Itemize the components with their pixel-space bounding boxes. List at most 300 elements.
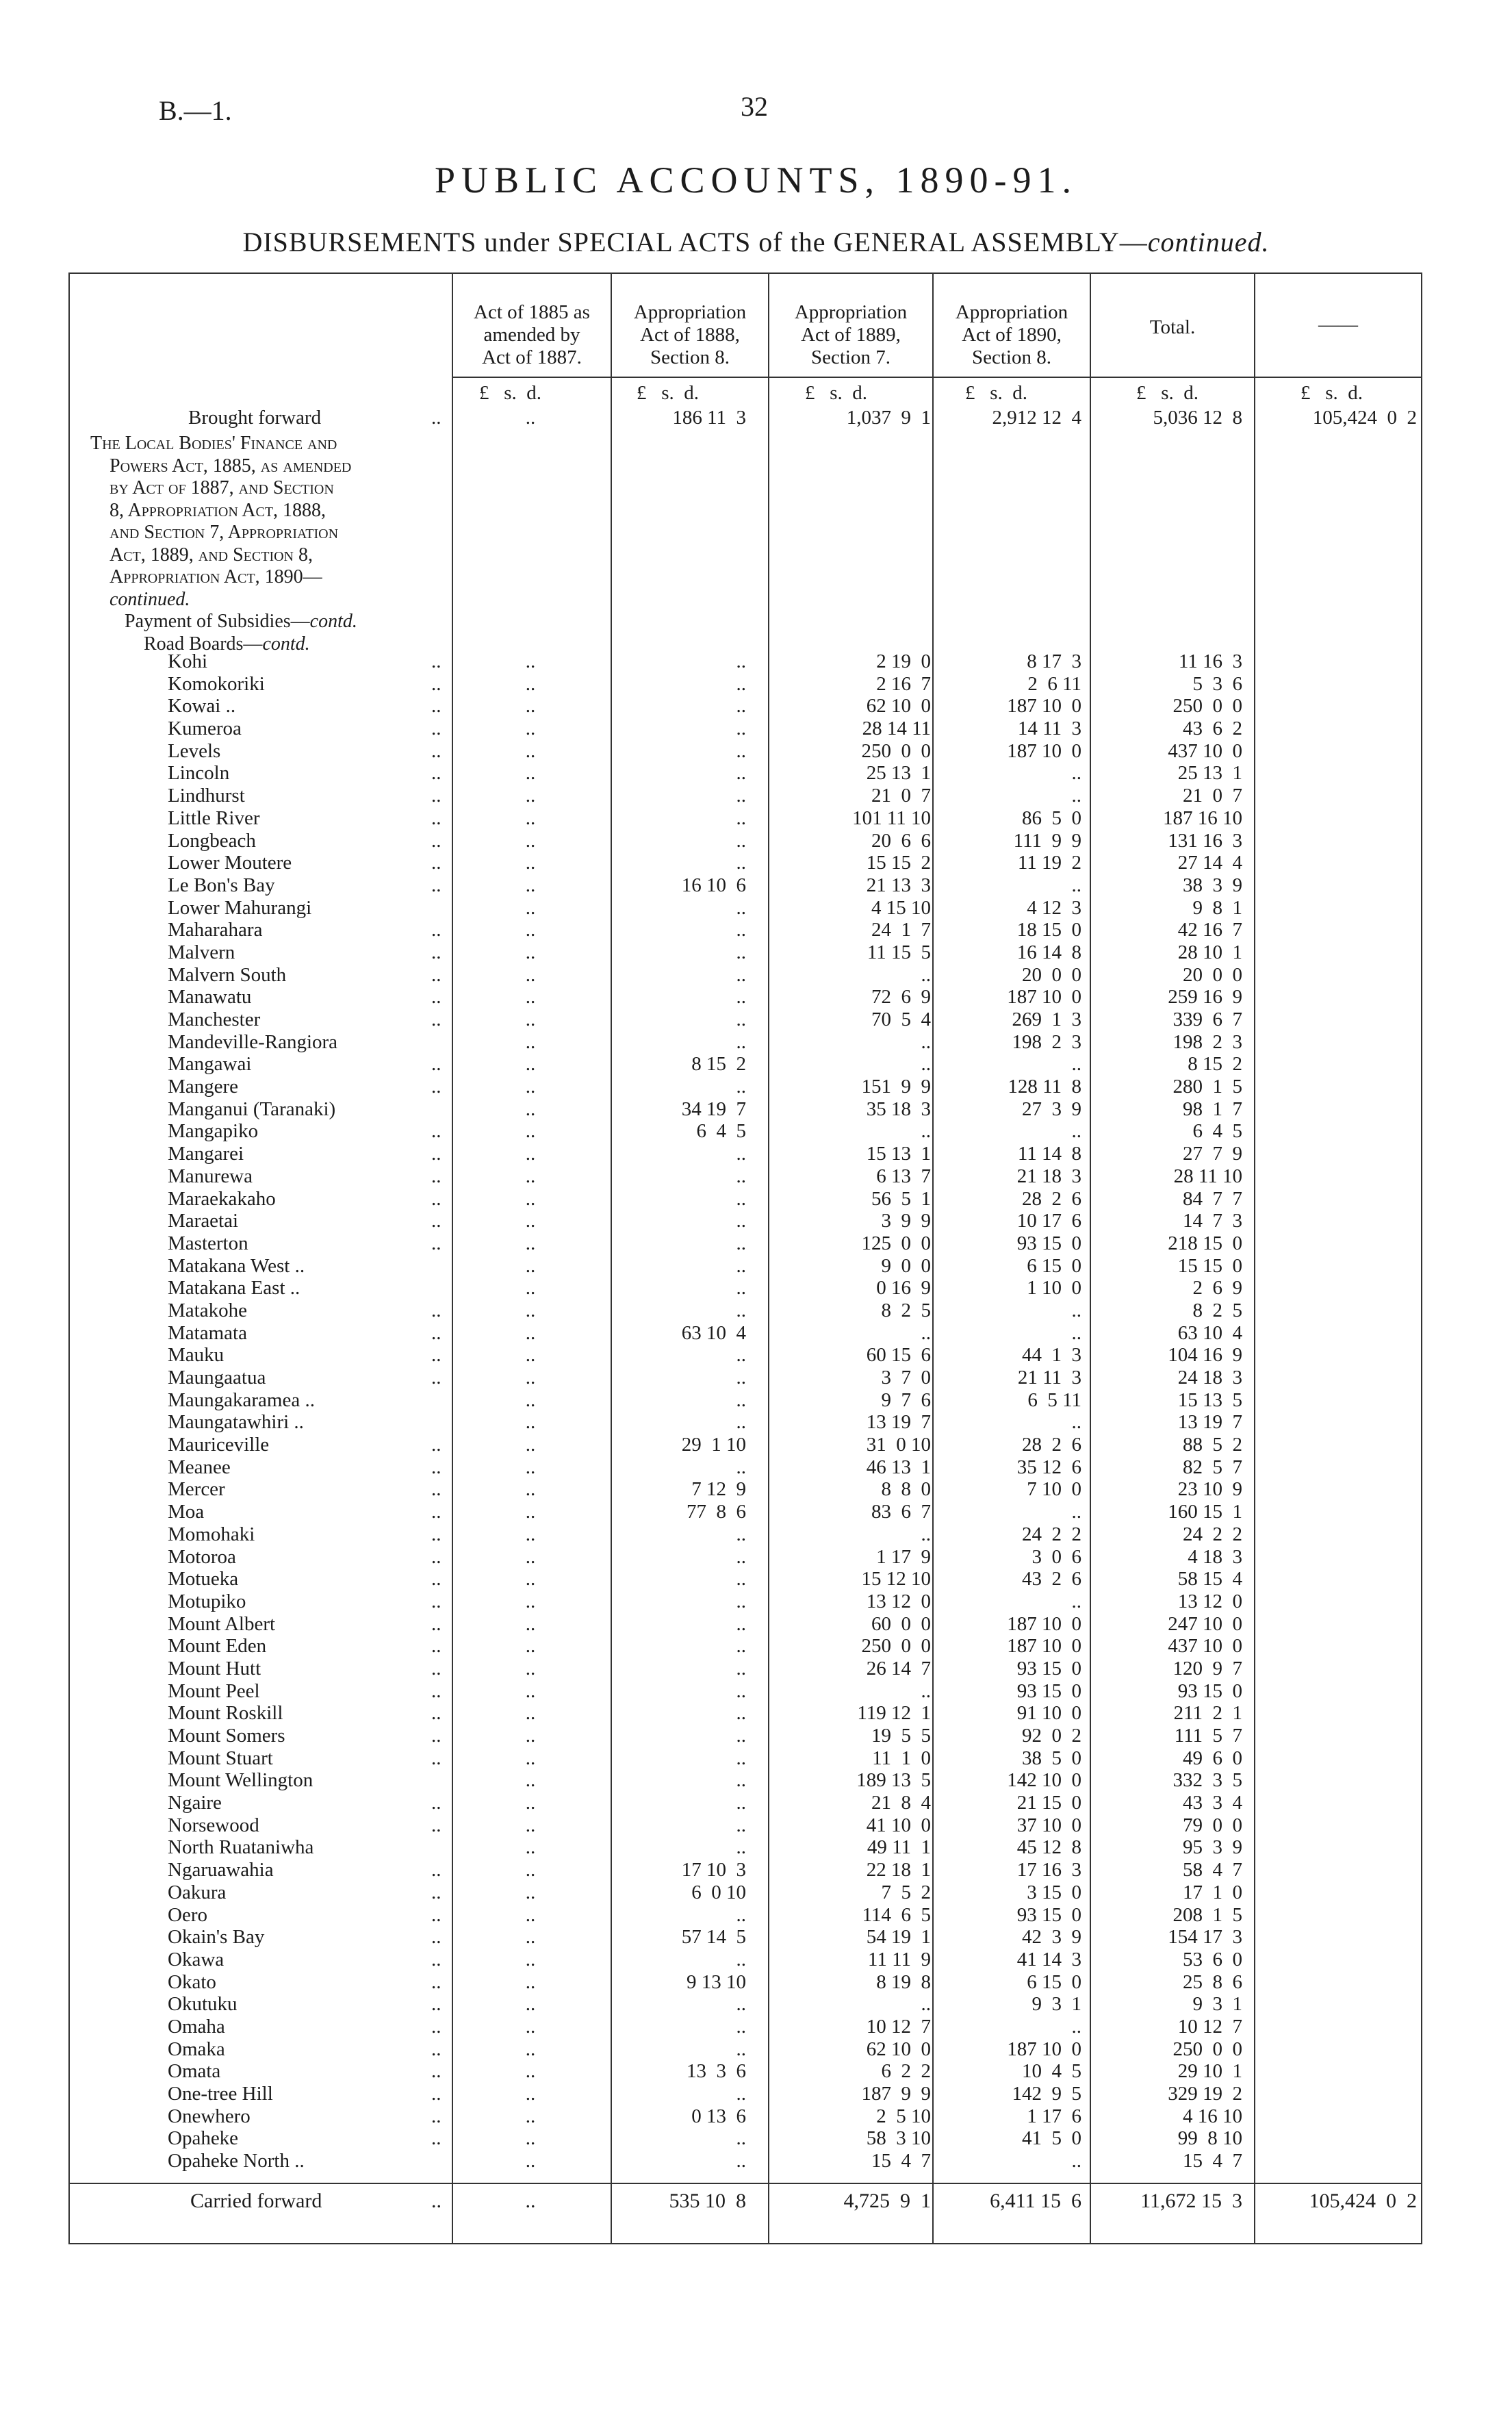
row-c4: 111 9 9	[1013, 829, 1081, 852]
row-name: Matakana West ..	[168, 1254, 305, 1277]
table-row	[68, 1859, 1422, 1881]
row-c3: 15 4 7	[871, 2150, 931, 2172]
row-name: Mangapiko	[168, 1120, 259, 1143]
row-name: Mauku	[168, 1344, 225, 1367]
table-row	[68, 1210, 1422, 1232]
table-row	[68, 650, 1422, 673]
row-c3: ..	[921, 1679, 931, 1702]
disbursements-table	[68, 272, 1422, 2244]
row-c4: 8 17 3	[1027, 650, 1081, 672]
row-c2: 7 12 9	[691, 1478, 746, 1501]
table-row	[68, 1904, 1422, 1927]
row-c3: 15 12 10	[861, 1568, 931, 1590]
row-name: Opaheke	[168, 2127, 239, 2150]
row-c2: ..	[736, 1367, 746, 1389]
row-total: 21 0 7	[1183, 785, 1242, 807]
row-name: Komokoriki	[168, 672, 265, 695]
row-c3: 54 19 1	[866, 1926, 931, 1949]
header-line: Appropriation	[633, 301, 747, 323]
table-row	[68, 1255, 1422, 1278]
row-total: 4 16 10	[1183, 2105, 1242, 2127]
row-total: 4 18 3	[1188, 1545, 1242, 1568]
row-name: Mauriceville	[168, 1434, 270, 1456]
header-underline	[452, 377, 1422, 378]
row-c1-dots: ..	[525, 1679, 536, 1702]
row-c2: 16 10 6	[681, 874, 746, 896]
row-dots: ..	[431, 1545, 441, 1568]
row-c1-dots: ..	[525, 1948, 536, 1970]
row-c2: 77 8 6	[687, 1501, 746, 1523]
row-c3: 8 8 0	[881, 1478, 931, 1501]
row-name: Moa	[168, 1501, 205, 1523]
table-row	[68, 1478, 1422, 1501]
row-c2: ..	[736, 762, 746, 785]
row-name: Matakohe	[168, 1299, 247, 1321]
table-row	[68, 1300, 1422, 1322]
row-total: 24 2 2	[1183, 1523, 1242, 1545]
row-c3: 11 11 9	[867, 1948, 931, 1970]
row-c4: ..	[1071, 874, 1081, 896]
row-c3: ..	[921, 1053, 931, 1076]
row-c2: ..	[736, 896, 746, 919]
table-row	[68, 2016, 1422, 2038]
row-c4: 10 4 5	[1022, 2060, 1081, 2083]
row-c2: ..	[736, 2127, 746, 2150]
row-c4: ..	[1071, 1411, 1081, 1434]
row-c2: ..	[736, 650, 746, 672]
row-c3: 8 19 8	[876, 1970, 931, 1993]
row-c2: ..	[736, 1702, 746, 1725]
row-c1-dots: ..	[525, 2150, 536, 2172]
row-total: 43 3 4	[1183, 1792, 1242, 1814]
row-c1-dots: ..	[525, 1859, 536, 1881]
row-c4: 42 3 9	[1022, 1926, 1081, 1949]
row-c4: 269 1 3	[1012, 1009, 1081, 1030]
row-c2: ..	[736, 963, 746, 986]
row-dots: ..	[431, 1859, 441, 1881]
row-total: 58 15 4	[1177, 1568, 1242, 1590]
row-c4: 187 10 0	[1007, 2038, 1081, 2060]
row-c3: 11 15 5	[867, 941, 931, 963]
row-c2: ..	[736, 1657, 746, 1679]
header-line: Appropriation	[955, 301, 1068, 323]
row-name: Mount Peel	[168, 1679, 260, 1702]
row-c3: 46 13 1	[866, 1456, 931, 1478]
unit-label: £ s. d.	[1136, 382, 1199, 404]
row-dots: ..	[431, 1568, 441, 1590]
table-row	[68, 941, 1422, 964]
row-c1-dots: ..	[525, 896, 536, 919]
table-row	[68, 1143, 1422, 1165]
header-line: Section 8.	[972, 346, 1051, 368]
row-c4: 7 10 0	[1027, 1478, 1081, 1501]
table-row	[68, 2127, 1422, 2150]
row-c2: ..	[736, 1993, 746, 2016]
row-total: 49 6 0	[1183, 1747, 1242, 1769]
row-total: 28 10 1	[1177, 941, 1242, 963]
row-total: 93 15 0	[1177, 1679, 1242, 1702]
row-c2: ..	[736, 1344, 746, 1367]
row-name: Mount Stuart	[168, 1747, 273, 1769]
row-c1-dots: ..	[525, 1098, 536, 1120]
row-c1-dots: ..	[525, 1590, 536, 1612]
table-row	[68, 1434, 1422, 1456]
row-c3: 58 3 10	[866, 2127, 931, 2150]
table-row	[68, 1769, 1422, 1792]
row-name: Oakura	[168, 1881, 227, 1903]
row-c4: 2 6 11	[1027, 672, 1081, 695]
table-row	[68, 874, 1422, 897]
row-dots: ..	[431, 1657, 441, 1679]
row-c3: 21 13 3	[866, 874, 931, 896]
row-total: 437 10 0	[1168, 1635, 1242, 1658]
row-c4: 92 0 2	[1022, 1725, 1081, 1747]
row-c3: ..	[921, 1321, 931, 1344]
row-name: Ngaire	[168, 1792, 222, 1814]
row-c3: 2 16 7	[876, 672, 931, 695]
row-c3: ..	[921, 1523, 931, 1545]
row-c4: 21 11 3	[1017, 1367, 1081, 1389]
carried-forward-label: Carried forward	[190, 2190, 322, 2212]
subheading-contd: contd.	[262, 633, 310, 655]
row-c3: 20 6 6	[871, 829, 931, 852]
row-dots: ..	[431, 919, 441, 941]
row-c4: 11 14 8	[1017, 1143, 1081, 1165]
table-row	[68, 1881, 1422, 1904]
section-heading	[90, 433, 515, 655]
row-c2: ..	[736, 1590, 746, 1612]
table-row	[68, 1949, 1422, 1971]
row-c4: ..	[1071, 1053, 1081, 1076]
row-name: Omaka	[168, 2038, 225, 2060]
row-c2: 63 10 4	[681, 1321, 746, 1344]
row-c4: 3 0 6	[1032, 1545, 1081, 1568]
table-row	[68, 1590, 1422, 1613]
row-c1-dots: ..	[525, 1053, 536, 1076]
table-row	[68, 785, 1422, 807]
row-dots: ..	[431, 785, 441, 807]
table-row	[68, 1993, 1422, 2016]
row-c3: 13 19 7	[866, 1411, 931, 1434]
row-c2: 17 10 3	[681, 1859, 746, 1881]
table-row	[68, 964, 1422, 987]
row-total: 9 3 1	[1192, 1993, 1242, 2016]
carried-forward-row	[68, 2190, 1422, 2217]
row-total: 27 14 4	[1177, 852, 1242, 874]
row-dots: ..	[431, 2038, 441, 2060]
row-c3: 41 10 0	[866, 1814, 931, 1836]
row-name: Mount Roskill	[168, 1702, 283, 1725]
row-c3: 9 0 0	[881, 1254, 931, 1277]
section-line: by Act of 1887, and Section	[110, 477, 334, 498]
row-name: Lincoln	[168, 762, 230, 785]
row-total: 98 1 7	[1183, 1098, 1242, 1120]
row-total: 53 6 0	[1183, 1948, 1242, 1970]
row-c1-dots: ..	[525, 2105, 536, 2127]
row-c3: 189 13 5	[856, 1769, 931, 1792]
row-c1-dots: ..	[525, 650, 536, 672]
row-dots: ..	[431, 1814, 441, 1836]
row-c4: 27 3 9	[1022, 1098, 1081, 1120]
row-c4: ..	[1071, 1501, 1081, 1523]
row-name: Matakana East ..	[168, 1277, 300, 1300]
row-dots: ..	[431, 941, 441, 963]
row-c2: ..	[736, 1836, 746, 1859]
row-c3: 25 13 1	[866, 762, 931, 785]
road-board-rows	[68, 650, 1422, 2172]
header-line: Act of 1885 as	[474, 301, 590, 323]
row-total: 10 12 7	[1177, 2015, 1242, 2038]
table-row	[68, 2105, 1422, 2128]
table-row	[68, 1702, 1422, 1725]
row-c4: 187 10 0	[1007, 695, 1081, 718]
row-c3: 6 2 2	[881, 2060, 931, 2083]
header-line: Appropriation	[794, 301, 908, 323]
row-dots: ..	[431, 1702, 441, 1725]
subheading-text: Payment of Subsidies—	[125, 611, 310, 632]
row-c1-dots: ..	[525, 963, 536, 986]
row-total: 17 1 0	[1183, 1881, 1242, 1903]
row-name: Mangere	[168, 1076, 239, 1098]
row-c4: 28 2 6	[1022, 1434, 1081, 1456]
row-name: Mangawai	[168, 1053, 252, 1076]
row-total: 58 4 7	[1183, 1859, 1242, 1881]
row-c4: 6 15 0	[1027, 1254, 1081, 1277]
row-c4: ..	[1071, 785, 1081, 807]
row-c3: 49 11 1	[867, 1836, 931, 1859]
row-total: 332 3 5	[1173, 1769, 1242, 1792]
row-dots: ..	[431, 1299, 441, 1321]
row-dots: ..	[431, 1143, 441, 1165]
table-bottom-rule	[68, 2243, 1422, 2244]
row-c1-dots: ..	[525, 986, 536, 1009]
unit-label: £ s. d.	[479, 382, 542, 404]
row-c2: ..	[736, 807, 746, 829]
row-c2: ..	[736, 1903, 746, 1926]
table-row	[68, 1680, 1422, 1703]
row-c2: ..	[736, 919, 746, 941]
row-c1-dots: ..	[525, 672, 536, 695]
row-c3: 4 15 10	[871, 896, 931, 919]
row-total: 8 2 5	[1192, 1299, 1242, 1321]
row-total: 259 16 9	[1168, 986, 1242, 1009]
table-row	[68, 1188, 1422, 1210]
row-c3: 6 13 7	[876, 1165, 931, 1187]
subheading-text: Road Boards—	[144, 633, 263, 655]
row-total: 437 10 0	[1168, 739, 1242, 762]
table-row	[68, 2083, 1422, 2105]
table-row	[68, 1568, 1422, 1590]
table-row	[68, 830, 1422, 852]
row-c2: ..	[736, 1299, 746, 1321]
header-line: Act of 1890,	[962, 324, 1062, 346]
row-dots: ..	[431, 1076, 441, 1098]
row-c1-dots: ..	[525, 1881, 536, 1903]
row-c2: ..	[736, 1545, 746, 1568]
table-row	[68, 1658, 1422, 1680]
column-header-appropriation-1890	[934, 301, 1090, 369]
row-c3: 35 18 3	[866, 1098, 931, 1120]
carried-forward-c2: 535 10 8	[669, 2190, 746, 2212]
row-c1-dots: ..	[525, 1299, 536, 1321]
row-c1-dots: ..	[525, 2038, 536, 2060]
row-dots: ..	[431, 1747, 441, 1769]
row-c3: 21 8 4	[871, 1792, 931, 1814]
row-c3: 9 7 6	[881, 1389, 931, 1411]
row-c3: 31 0 10	[866, 1434, 931, 1456]
row-name: Levels	[168, 739, 221, 762]
row-c4: 45 12 8	[1016, 1836, 1081, 1859]
row-c1-dots: ..	[525, 1120, 536, 1143]
row-total: 187 16 10	[1163, 807, 1242, 829]
row-c4: 142 9 5	[1012, 2083, 1081, 2105]
subheading-subsidies	[90, 611, 515, 633]
row-dots: ..	[431, 1344, 441, 1367]
row-c3: 125 0 0	[861, 1232, 931, 1254]
row-c4: ..	[1071, 1120, 1081, 1143]
table-row	[68, 740, 1422, 763]
row-total: 38 3 9	[1183, 874, 1242, 896]
row-dots: ..	[431, 718, 441, 740]
row-c1-dots: ..	[525, 695, 536, 718]
row-total: 247 10 0	[1168, 1612, 1242, 1635]
row-dots: ..	[431, 1926, 441, 1949]
table-row	[68, 1031, 1422, 1054]
row-name: Omaha	[168, 2015, 225, 2038]
row-c3: 151 9 9	[861, 1076, 931, 1098]
row-dots: ..	[431, 1792, 441, 1814]
row-total: 25 13 1	[1177, 762, 1242, 785]
row-c4: 41 14 3	[1016, 1948, 1081, 1970]
row-total: 5 3 6	[1192, 672, 1242, 695]
row-name: Mount Somers	[168, 1725, 285, 1747]
row-total: 8 15 2	[1188, 1053, 1242, 1076]
row-c1-dots: ..	[525, 1165, 536, 1187]
header-line: Act of 1889,	[801, 324, 901, 346]
row-c1-dots: ..	[525, 1814, 536, 1836]
row-name: Maharahara	[168, 919, 263, 941]
row-c3: 119 12 1	[857, 1702, 931, 1725]
column-header-appropriation-1889	[769, 301, 932, 369]
table-row	[68, 1411, 1422, 1434]
row-c1-dots: ..	[525, 1702, 536, 1725]
row-c3: 101 11 10	[852, 807, 931, 829]
row-c4: 43 2 6	[1022, 1568, 1081, 1590]
row-total: 23 10 9	[1177, 1478, 1242, 1501]
row-dots: ..	[431, 829, 441, 852]
unit-label: £ s. d.	[637, 382, 700, 404]
row-c3: 8 2 5	[881, 1299, 931, 1321]
table-row	[68, 718, 1422, 740]
row-c2: ..	[736, 672, 746, 695]
row-c2: ..	[736, 1635, 746, 1658]
row-c2: 34 19 7	[681, 1098, 746, 1120]
row-dots: ..	[431, 2105, 441, 2127]
row-c3: 114 6 5	[862, 1903, 931, 1926]
row-c2: 29 1 10	[681, 1434, 746, 1456]
row-total: 280 1 5	[1173, 1076, 1242, 1098]
row-c1-dots: ..	[525, 874, 536, 896]
row-c1-dots: ..	[525, 1792, 536, 1814]
table-row	[68, 1076, 1422, 1098]
row-dots: ..	[431, 1903, 441, 1926]
table-row	[68, 2150, 1422, 2172]
row-c2: 6 4 5	[696, 1120, 746, 1143]
table-row	[68, 695, 1422, 718]
row-c1-dots: ..	[525, 1367, 536, 1389]
row-c3: 13 12 0	[866, 1590, 931, 1612]
table-row	[68, 1546, 1422, 1569]
row-dots: ..	[431, 1187, 441, 1210]
row-c1-dots: ..	[525, 1568, 536, 1590]
row-name: Motueka	[168, 1568, 239, 1590]
row-c2: ..	[736, 1456, 746, 1478]
row-c2: ..	[736, 718, 746, 740]
row-c2: ..	[736, 1076, 746, 1098]
row-name: Momohaki	[168, 1523, 255, 1545]
section-line: 8, Appropriation Act, 1888,	[110, 499, 326, 521]
row-c4: ..	[1071, 2015, 1081, 2038]
row-c1-dots: ..	[525, 1232, 536, 1254]
row-total: 6 4 5	[1192, 1120, 1242, 1143]
row-c4: 93 15 0	[1016, 1679, 1081, 1702]
brought-forward-dots: ..	[431, 407, 441, 429]
section-line: Powers Act, 1885, as amended	[110, 455, 352, 477]
table-row	[68, 986, 1422, 1009]
row-c2: ..	[736, 785, 746, 807]
carried-forward-rule	[68, 2183, 1422, 2184]
row-dots: ..	[431, 1478, 441, 1501]
row-name: Manchester	[168, 1009, 261, 1030]
row-name: Mangarei	[168, 1143, 244, 1165]
row-c3: 11 1 0	[872, 1747, 931, 1769]
row-dots: ..	[431, 1321, 441, 1344]
row-c1-dots: ..	[525, 2127, 536, 2150]
row-dots: ..	[431, 739, 441, 762]
table-row	[68, 897, 1422, 920]
row-c1-dots: ..	[525, 807, 536, 829]
row-c1-dots: ..	[525, 1254, 536, 1277]
row-c2: ..	[736, 1769, 746, 1792]
row-c1-dots: ..	[525, 1411, 536, 1434]
row-c3: 0 16 9	[876, 1277, 931, 1300]
section-line: The Local Bodies' Finance and	[90, 433, 337, 454]
row-dots: ..	[431, 1165, 441, 1187]
row-c2: ..	[736, 1948, 746, 1970]
row-c2: ..	[736, 1143, 746, 1165]
row-c3: 250 0 0	[861, 739, 931, 762]
row-dots: ..	[431, 1210, 441, 1232]
row-c1-dots: ..	[525, 1210, 536, 1232]
row-dots: ..	[431, 1232, 441, 1254]
row-c1-dots: ..	[525, 1970, 536, 1993]
row-c2: 13 3 6	[687, 2060, 746, 2083]
table-row	[68, 1232, 1422, 1255]
header-line: Section 7.	[811, 346, 890, 368]
row-c3: 19 5 5	[871, 1725, 931, 1747]
row-c4: 44 1 3	[1022, 1344, 1081, 1367]
row-dots: ..	[431, 1725, 441, 1747]
row-c1-dots: ..	[525, 1434, 536, 1456]
subtitle-continued: continued.	[1147, 227, 1270, 257]
row-total: 95 3 9	[1183, 1836, 1242, 1859]
row-total: 27 7 9	[1183, 1143, 1242, 1165]
row-c1-dots: ..	[525, 1769, 536, 1792]
row-total: 111 5 7	[1174, 1725, 1242, 1747]
row-c4: 187 10 0	[1007, 986, 1081, 1009]
row-c3: 62 10 0	[866, 2038, 931, 2060]
table-row	[68, 1277, 1422, 1300]
